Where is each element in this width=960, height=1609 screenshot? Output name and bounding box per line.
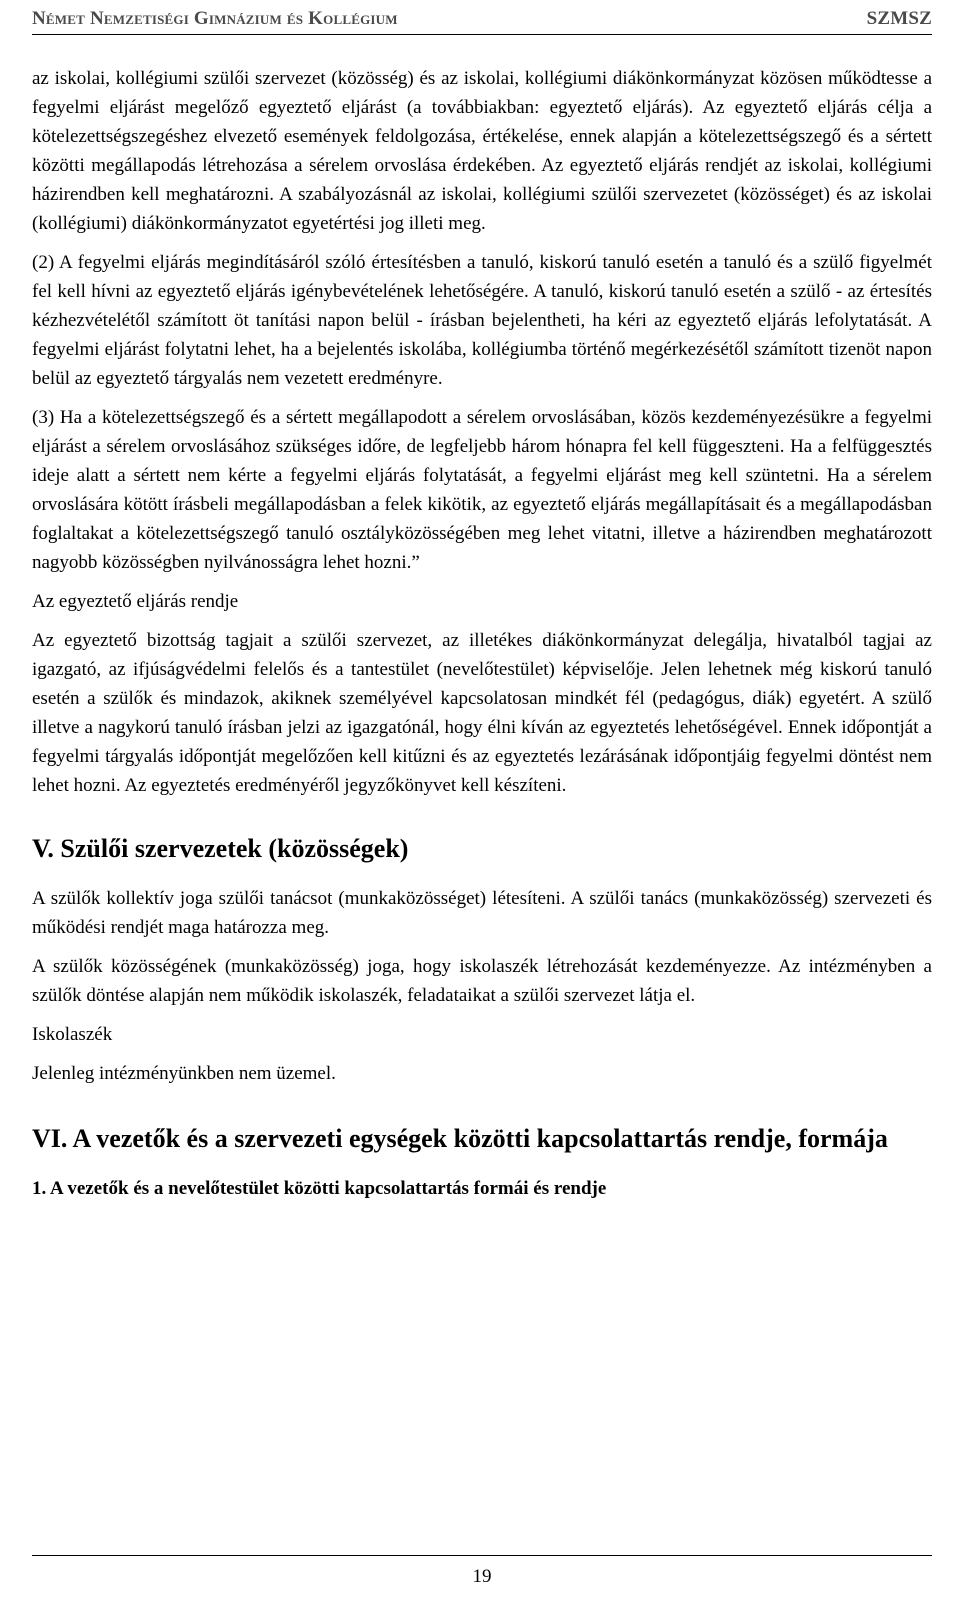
subheading-vezetok-nevelotestulet: 1. A vezetők és a nevelőtestület közötti kapcsolattartás formái és rendje — [32, 1178, 607, 1199]
heading-szuloi-szervezetek: V. Szülői szervezetek (közösségek) — [32, 834, 409, 863]
header-document-code: SZMSZ — [866, 8, 932, 29]
page-header — [0, 0, 960, 30]
page-number: 19 — [472, 1566, 492, 1587]
footer-divider — [32, 1555, 932, 1556]
paragraph-egyezteto-bizottsag: Az egyeztető bizottság tagjait a szülői szervezet, az illetékes diákönkormányzat delegálja, hivatalból tagjai az igazgató, az ifjúságvédelmi felelős és a tantestület (nevelőtestület) képviselője. Jelen lehetnek még kiskorú tanuló esetén a szülők és mindazok, akiknek személyével kapcsolatosan mindkét fél (pedagógus, diák) egyetért. A szülő illetve a nagykorú tanuló írásban jelzi az igazgatónál, hogy élni kíván az egyeztetés lehetőségével. Ennek időpontját a fegyelmi tárgyalás időpontját megelőzően kell kitűzni és az egyeztetés lezárásának időpontjáig fegyelmi döntést nem lehet hozni. Az egyeztetés eredményéről jegyzőkönyvet kell készíteni. — [32, 630, 932, 796]
section-label-egyezteto-rendje: Az egyeztető eljárás rendje — [32, 591, 239, 612]
heading-kapcsolattartas: VI. A vezetők és a szervezeti egységek közötti kapcsolattartás rendje, formája — [32, 1124, 888, 1153]
section-label-iskolaszek: Iskolaszék — [32, 1024, 113, 1045]
document-body — [32, 64, 932, 1203]
header-divider — [32, 34, 932, 35]
paragraph-iskolaszek-jog: A szülők közösségének (munkaközösség) joga, hogy iskolaszék létrehozását kezdeményezze. Az intézményben a szülők döntése alapján nem működik iskolaszék, feladataikat a szülői szervezet látja el. — [32, 956, 932, 1006]
header-school-name: Német Nemzetiségi Gimnázium és Kollégium — [32, 8, 398, 29]
page-footer — [32, 1555, 932, 1588]
paragraph-2: (2) A fegyelmi eljárás megindításáról szóló értesítésben a tanuló, kiskorú tanuló esetén a tanuló és a szülő figyelmét fel kell hívni az egyeztető eljárás igénybevételének lehetőségére. A tanuló, kiskorú tanuló esetén a szülő - az értesítés kézhezvételétől számított öt tanítási napon belül - írásban bejelentheti, ha kéri az egyeztető eljárás lefolytatását. A fegyelmi eljárást folytatni lehet, ha a bejelentés iskolába, kollégiumba történő megérkezésétől számított tizenöt napon belül az egyeztető tárgyalás nem vezetett eredményre. — [32, 252, 932, 389]
paragraph-iskolaszek-status: Jelenleg intézményünkben nem üzemel. — [32, 1063, 336, 1084]
paragraph-egyezteto-intro: az iskolai, kollégiumi szülői szervezet (közösség) és az iskolai, kollégiumi diákönkormányzat közösen működtesse a fegyelmi eljárást megelőző egyeztető eljárást (a továbbiakban: egyeztető eljárás). Az egyeztető eljárás célja a kötelezettségszegéshez elvezető események feldolgozása, értékelése, ennek alapján a kötelezettségszegő és a sértett közötti megállapodás létrehozása a sérelem orvoslása érdekében. Az egyeztető eljárás rendjét az iskolai, kollégiumi házirendben kell meghatározni. A szabályozásnál az iskolai, kollégiumi szülői szervezetet (közösséget) és az iskolai (kollégiumi) diákönkormányzatot egyetértési jog illeti meg. — [32, 68, 932, 234]
paragraph-szuloi-tanacs: A szülők kollektív joga szülői tanácsot (munkaközösséget) létesíteni. A szülői tanács (munkaközösség) szervezeti és működési rendjét maga határozza meg. — [32, 888, 932, 938]
paragraph-3: (3) Ha a kötelezettségszegő és a sértett megállapodott a sérelem orvoslásában, közös kezdeményezésükre a fegyelmi eljárást a sérelem orvoslásához szükséges időre, de legfeljebb három hónapra fel kell függeszteni. Ha a felfüggesztés ideje alatt a sértett nem kérte a fegyelmi eljárás folytatását, a fegyelmi eljárást meg kell szüntetni. Ha a sérelem orvoslására kötött írásbeli megállapodásban a felek kikötik, az egyeztető eljárás megállapításait és a megállapodásban foglaltakat a kötelezettségszegő tanuló osztályközösségében meg lehet vitatni, illetve a házirendben meghatározott nagyobb közösségben nyilvánosságra lehet hozni.” — [32, 407, 932, 573]
